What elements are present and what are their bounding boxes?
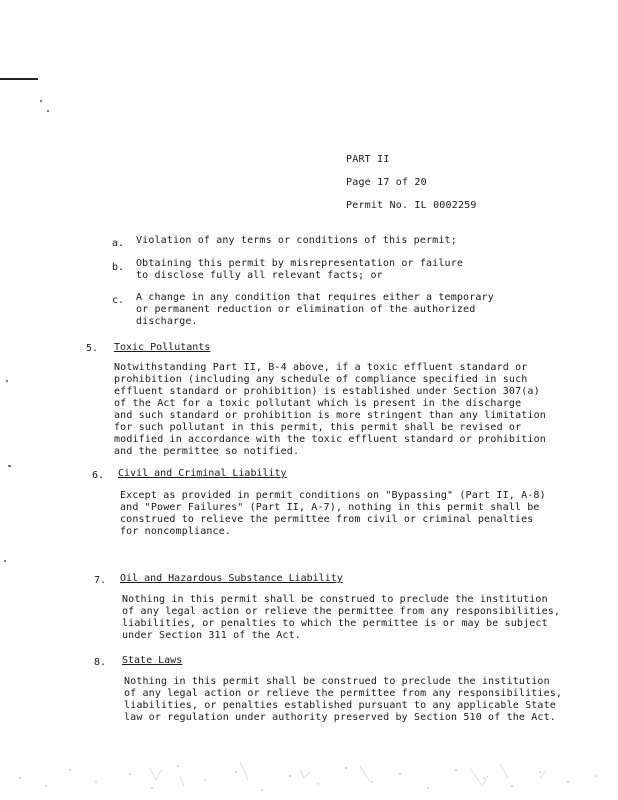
item-b-line: to disclose fully all relevant facts; or — [136, 270, 383, 281]
scan-speck — [4, 560, 6, 562]
item-a-line: Violation of any terms or conditions of this permit; — [136, 235, 457, 246]
section-5-title: Toxic Pollutants — [114, 342, 211, 353]
section-6-number: 6. — [92, 470, 105, 481]
section-6-line: construed to relieve the permittee from civil or criminal penalties — [120, 514, 534, 525]
section-8-line: liabilities, or penalties established pursuant to any applicable State — [124, 700, 556, 711]
section-6-line: and "Power Failures" (Part II, A-7), nothing in this permit shall be — [120, 502, 540, 513]
section-8-line: Nothing in this permit shall be construed to preclude the institution — [124, 676, 550, 687]
section-5-line: and the permittee so notified. — [114, 446, 300, 457]
section-5-line: modified in accordance with the toxic effluent standard or prohibition — [114, 434, 546, 445]
section-7-line: Nothing in this permit shall be construed to preclude the institution — [122, 594, 548, 605]
scan-speck — [6, 380, 8, 382]
section-5-line: prohibition (including any schedule of compliance specified in such — [114, 374, 528, 385]
section-6-title: Civil and Criminal Liability — [118, 468, 287, 479]
permit-number: Permit No. IL 0002259 — [346, 200, 477, 211]
section-8-line: law or regulation under authority preserved by Section 510 of the Act. — [124, 712, 556, 723]
section-5-line: for such pollutant in this permit, this permit shall be revised or — [114, 422, 522, 433]
section-7-number: 7. — [94, 575, 107, 586]
section-6-line: Except as provided in permit conditions on "Bypassing" (Part II, A-8) — [120, 490, 546, 501]
section-6-line: for noncompliance. — [120, 526, 232, 537]
scan-noise — [0, 748, 618, 800]
scan-speck — [8, 465, 11, 467]
section-7-line: under Section 311 of the Act. — [122, 630, 301, 641]
item-b-letter: b. — [112, 262, 125, 273]
section-8-title: State Laws — [122, 655, 183, 666]
section-8-line: of any legal action or relieve the permittee from any responsibilities, — [124, 688, 563, 699]
part-label: PART II — [346, 154, 390, 165]
item-c-line: discharge. — [136, 316, 198, 327]
section-5-number: 5. — [86, 343, 99, 354]
section-5-line: effluent standard or prohibition) is established under Section 307(a) — [114, 386, 540, 397]
page-number: Page 17 of 20 — [346, 177, 427, 188]
section-5-line: Notwithstanding Part II, B-4 above, if a toxic effluent standard or — [114, 362, 528, 373]
section-5-line: of the Act for a toxic pollutant which is present in the discharge — [114, 398, 522, 409]
item-b-line: Obtaining this permit by misrepresentation or failure — [136, 258, 464, 269]
scan-speck — [40, 100, 42, 102]
section-8-number: 8. — [94, 657, 107, 668]
item-c-line: or permanent reduction or elimination of the authorized — [136, 304, 476, 315]
section-7-line: of any legal action or relieve the permittee from any responsibilities, — [122, 606, 561, 617]
section-7-line: liabilities, or penalties to which the permittee is or may be subject — [122, 618, 548, 629]
scan-speck — [47, 110, 49, 112]
item-a-letter: a. — [112, 238, 125, 249]
scan-edge-mark — [0, 78, 38, 80]
item-c-line: A change in any condition that requires either a temporary — [136, 292, 494, 303]
section-7-title: Oil and Hazardous Substance Liability — [120, 573, 343, 584]
item-c-letter: c. — [112, 295, 125, 306]
section-5-line: and such standard or prohibition is more stringent than any limitation — [114, 410, 546, 421]
